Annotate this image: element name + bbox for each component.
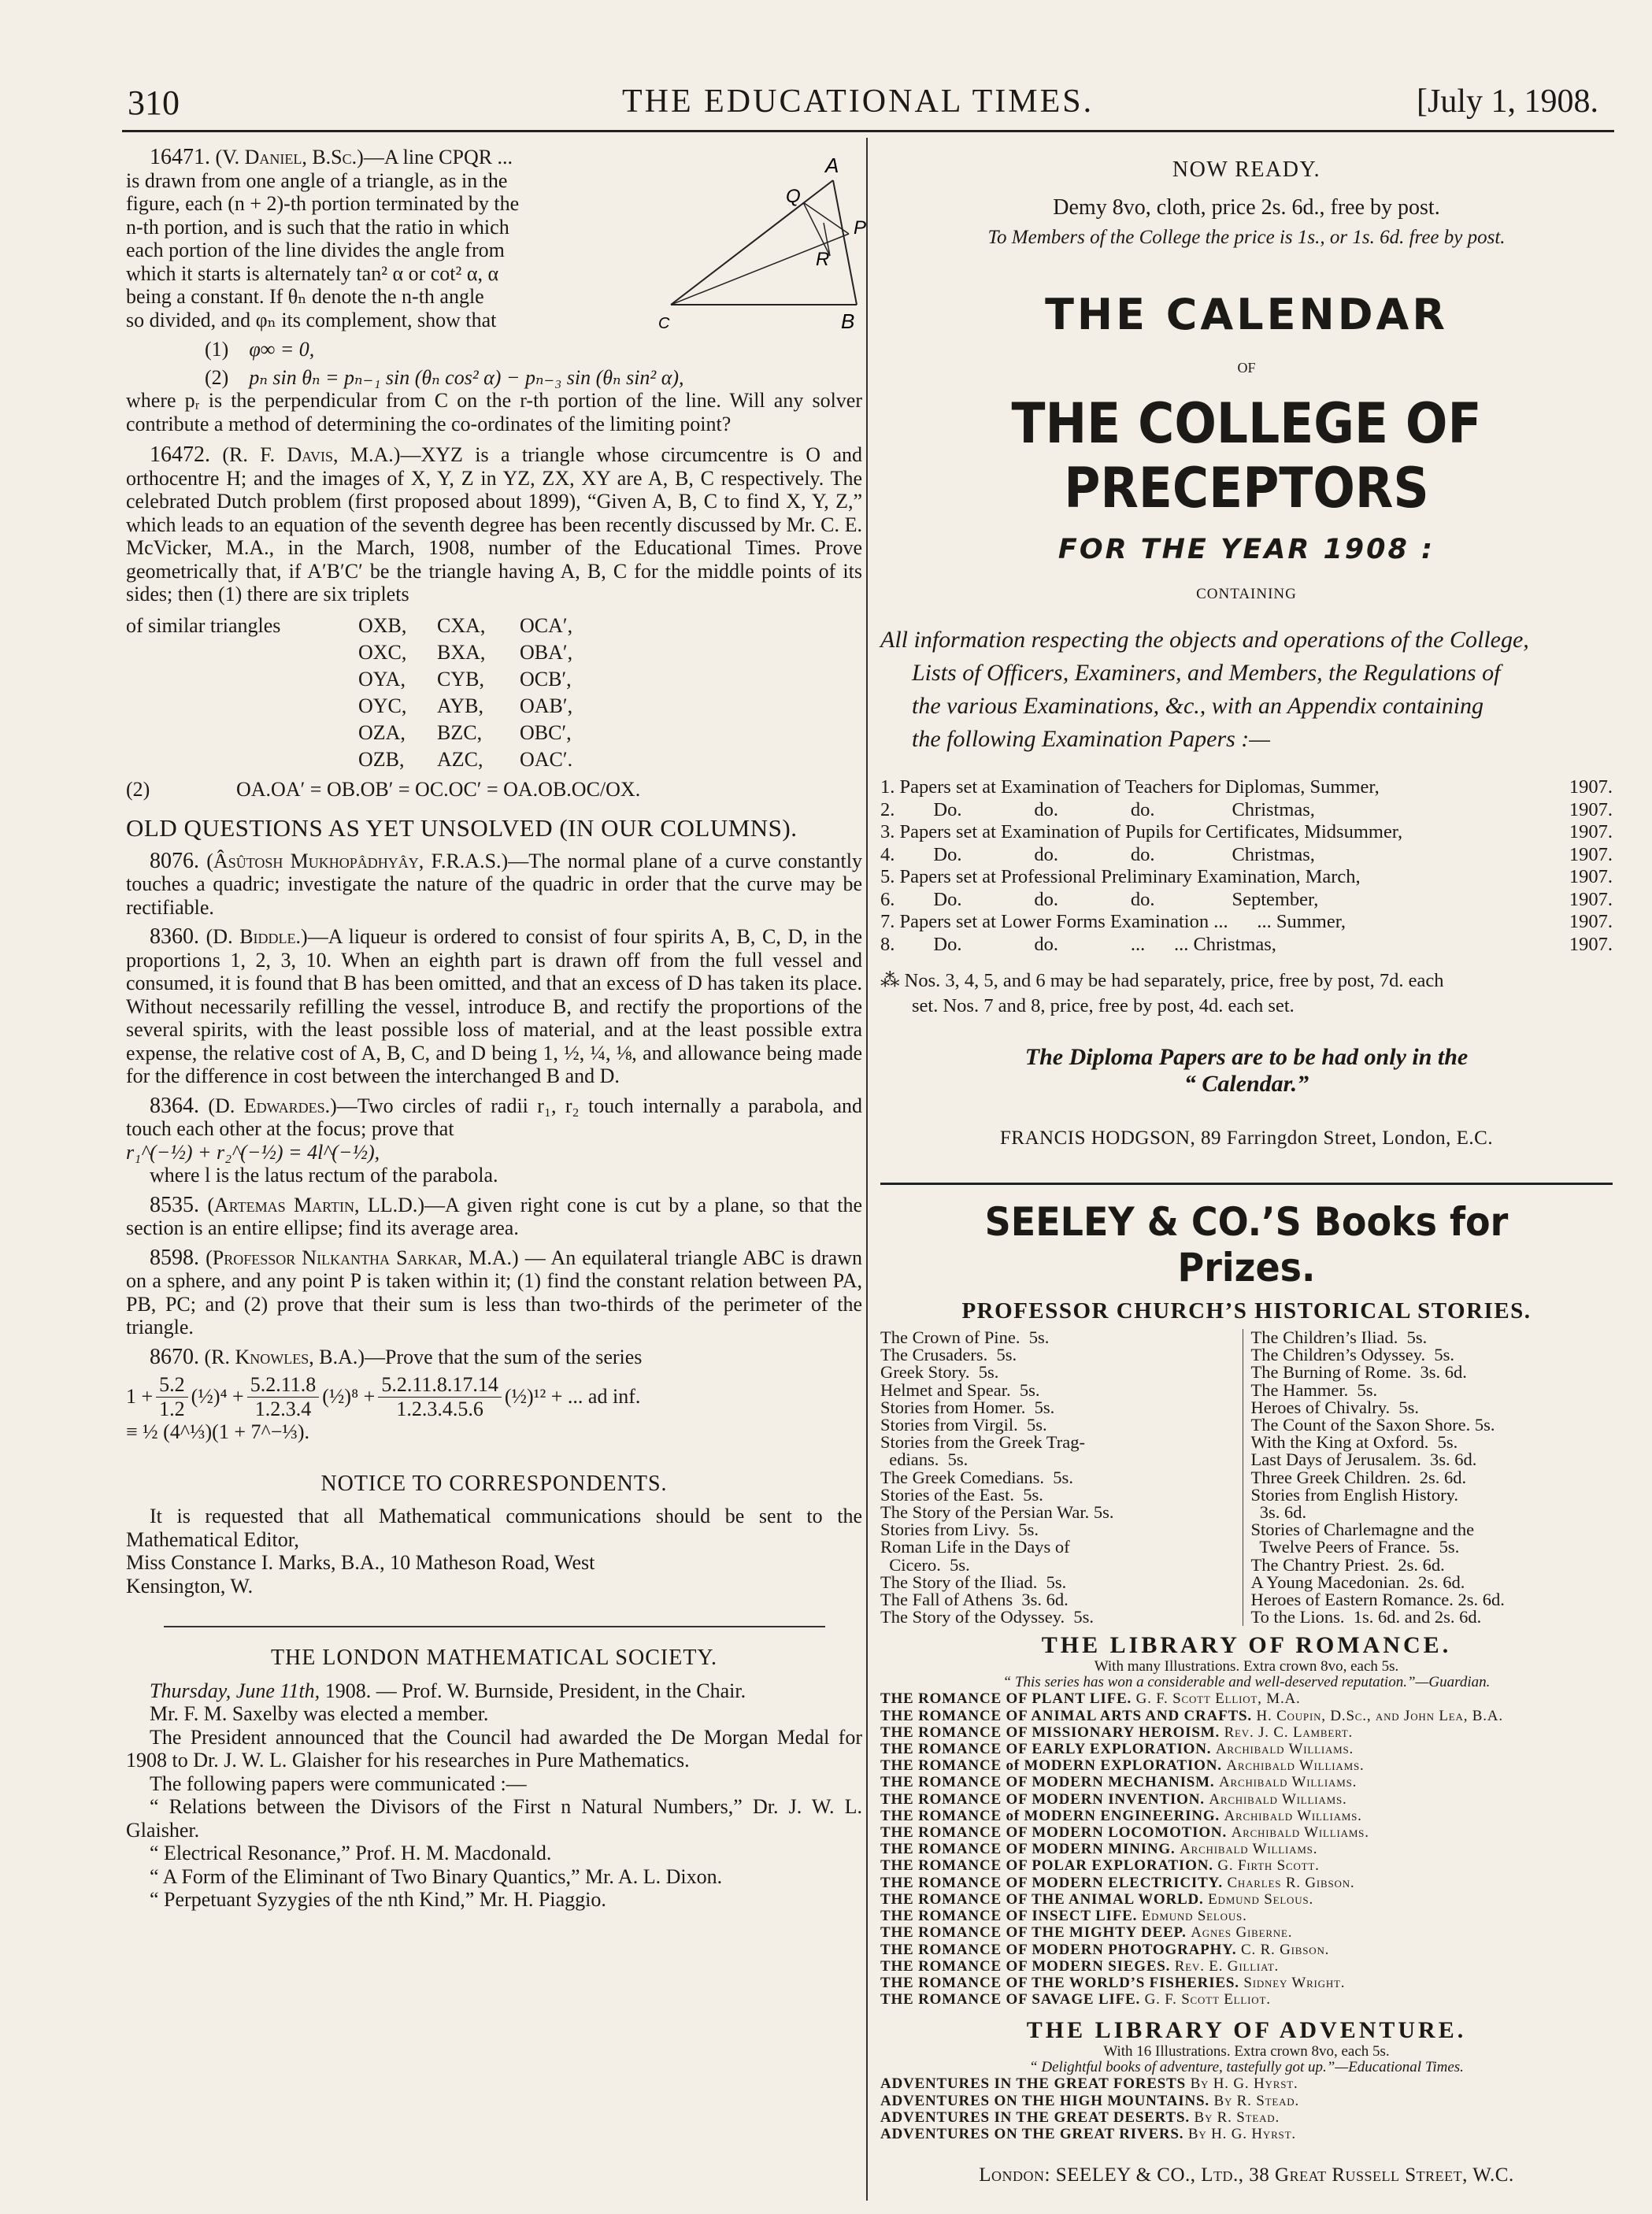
q-author: (R. F. Davis, M.A.)	[222, 443, 401, 466]
triplet-cell: OBC′,	[520, 720, 572, 744]
book-title: ADVENTURES IN THE GREAT FORESTS	[880, 2075, 1187, 2093]
paper-row	[880, 866, 1613, 889]
church-heading: PROFESSOR CHURCH’S HISTORICAL STORIES.	[961, 1298, 1532, 1324]
left-column	[126, 145, 867, 1912]
price-note-line: set. Nos. 7 and 8, price, free by post, 4d. each set.	[912, 995, 1295, 1016]
story-title: Heroes of Chivalry. 5s.	[1250, 1397, 1419, 1417]
question-8360	[126, 925, 862, 1088]
story-title: The Story of the Odyssey. 5s.	[880, 1607, 1095, 1627]
triplet-row	[126, 639, 862, 666]
romance-item	[880, 1791, 1613, 1808]
notice-address: Kensington, W.	[126, 1574, 254, 1598]
triplet-cell: BZC,	[437, 720, 483, 744]
paper-row	[880, 911, 1613, 934]
triangle-figure	[654, 146, 867, 350]
book-title: THE ROMANCE OF MODERN INVENTION.	[880, 1790, 1205, 1808]
adventure-heading: THE LIBRARY OF ADVENTURE.	[1026, 2017, 1467, 2044]
q-number: 8360.	[150, 924, 199, 949]
book-title: THE ROMANCE OF SAVAGE LIFE.	[880, 1991, 1141, 2009]
book-title: ADVENTURES ON THE GREAT RIVERS.	[880, 2125, 1184, 2142]
q-text: — An equilateral triangle ABC is drawn on a sphere, and any point P is taken within it; (1) find the constant relation between PA, PB, PC; and (2) prove that their sum is less than two-thirds of the perimeter of the triangle.	[126, 1246, 863, 1338]
romance-item	[880, 1741, 1613, 1757]
story-title: Stories from Virgil. 5s.	[880, 1415, 1047, 1435]
paper-desc: 6. Do. do. do. September,	[880, 888, 1319, 910]
series-term: (½)⁸ +	[322, 1385, 376, 1409]
q-number: 16471.	[150, 145, 210, 169]
q-text-line: so divided, and φₙ its complement, show that	[126, 308, 497, 331]
story-title: The Fall of Athens 3s. 6d.	[880, 1590, 1069, 1610]
adventure-quote: “ Delightful books of adventure, tastefully got up.”—Educational Times.	[1029, 2059, 1464, 2076]
triplet-row	[126, 613, 862, 639]
adventure-item	[880, 2075, 1613, 2092]
book-title: THE ROMANCE OF PLANT LIFE.	[880, 1690, 1132, 1708]
members-price: To Members of the College the price is 1s., or 1s. 6d. free by post.	[987, 227, 1506, 248]
papers-list	[880, 776, 1613, 956]
q-author: (Âsûtosh Mukhopâdhyây, F.R.A.S.)	[206, 849, 509, 872]
issue-date: [July 1, 1908.	[1417, 83, 1598, 120]
book-author: Charles R. Gibson.	[1227, 1874, 1355, 1891]
story-title: Heroes of Eastern Romance. 2s. 6d.	[1250, 1590, 1505, 1610]
triplet-cell: BXA,	[437, 640, 486, 664]
q-author: (R. Knowles, B.A.)	[204, 1345, 365, 1368]
romance-item	[880, 1808, 1613, 1824]
triplet-label: of similar triangles	[126, 613, 281, 637]
book-title: THE ROMANCE OF INSECT LIFE.	[880, 1908, 1138, 1925]
q-text: —Two circles of radii r₁, r₂ touch internally a parabola, and touch each other at the focus; prove that	[126, 1094, 863, 1140]
romance-item	[880, 1690, 1613, 1707]
triplet-cell: OYA,	[358, 667, 406, 690]
story-title: Cicero. 5s.	[880, 1554, 970, 1575]
story-title: With the King at Oxford. 5s.	[1250, 1432, 1458, 1453]
q-number: 8535.	[150, 1192, 199, 1217]
story-title: 3s. 6d.	[1250, 1502, 1307, 1523]
equation: pₙ sin θₙ = pₙ₋₁ sin (θₙ cos² α) − pₙ₋₃ sin (θₙ sin² α),	[249, 365, 684, 389]
romance-item	[880, 1841, 1613, 1857]
story-title: Three Greek Children. 2s. 6d.	[1250, 1467, 1467, 1487]
romance-item	[880, 1942, 1613, 1958]
story-title: Helmet and Spear. 5s.	[880, 1379, 1040, 1400]
romance-item	[880, 1857, 1613, 1874]
book-author: Rev. J. C. Lambert.	[1224, 1723, 1354, 1741]
triplet-cell: OXC,	[358, 640, 407, 664]
of-line: OF	[1237, 360, 1256, 376]
paper-desc: 1. Papers set at Examination of Teachers for Diplomas, Summer,	[880, 776, 1380, 798]
q-number: 8670.	[150, 1344, 199, 1369]
romance-item	[880, 1958, 1613, 1975]
paper-row	[880, 889, 1613, 912]
book-author: By R. Stead.	[1194, 2108, 1280, 2126]
paper-desc: 3. Papers set at Examination of Pupils for Certificates, Midsummer,	[880, 821, 1403, 842]
romance-item	[880, 1924, 1613, 1941]
containing-line: CONTAINING	[1196, 586, 1297, 602]
story-title: The Burning of Rome. 3s. 6d.	[1250, 1362, 1467, 1383]
triplet-cell: OZB,	[358, 747, 405, 771]
book-author: Archibald Williams.	[1224, 1807, 1362, 1824]
adventure-item	[880, 2109, 1613, 2126]
book-author: Rev. E. Gilliat.	[1174, 1957, 1280, 1975]
book-author: Edmund Selous.	[1141, 1908, 1247, 1925]
triplet-row	[126, 720, 862, 746]
book-title: THE ROMANCE OF EARLY EXPLORATION.	[880, 1741, 1212, 1758]
old-questions-heading: OLD QUESTIONS AS YET UNSOLVED (IN OUR COLUMNS).	[126, 814, 798, 842]
story-title: Stories from the Greek Trag-	[880, 1432, 1085, 1453]
romance-item	[880, 1708, 1613, 1724]
paper-desc: 4. Do. do. do. Christmas,	[880, 843, 1315, 865]
q-text: —A given right cone is cut by a plane, so that the section is an entire ellipse; find its average area.	[126, 1193, 863, 1239]
paper-row	[880, 821, 1613, 844]
paper-row	[880, 844, 1613, 867]
paper-row	[880, 799, 1613, 822]
header-rule	[122, 130, 1614, 132]
q-number: 8598.	[150, 1245, 199, 1270]
label-b: B	[841, 309, 855, 333]
stories-col-left	[880, 1329, 1243, 1626]
question-8076	[126, 850, 862, 920]
book-title: THE ROMANCE OF MISSIONARY HEROISM.	[880, 1723, 1220, 1741]
romance-item	[880, 1908, 1613, 1924]
equation: OA.OA′ = OB.OB′ = OC.OC′ = OA.OB.OC/OX.	[236, 777, 641, 801]
series-term: (½)¹² + ... ad inf.	[504, 1385, 641, 1409]
story-title: The Crusaders. 5s.	[880, 1345, 1017, 1365]
story-title: Stories of the East. 5s.	[880, 1484, 1043, 1505]
numerator: 5.2.11.8.17.14	[378, 1373, 502, 1398]
triplet-cell: OCA′,	[520, 613, 573, 637]
story-title: The Chantry Priest. 2s. 6d.	[1250, 1554, 1445, 1575]
romance-item	[880, 1774, 1613, 1790]
q-text-line: n-th portion, and is such that the ratio in which	[126, 215, 509, 239]
book-title: ADVENTURES IN THE GREAT DESERTS.	[880, 2108, 1190, 2126]
equation-row	[126, 778, 862, 802]
book-title: THE ROMANCE OF POLAR EXPLORATION.	[880, 1857, 1213, 1875]
eq-number: (1)	[205, 338, 229, 361]
paper-desc: 5. Papers set at Professional Preliminary Examination, March,	[880, 866, 1361, 887]
book-author: H. Coupin, D.Sc., and John Lea, B.A.	[1256, 1707, 1503, 1724]
question-8598	[126, 1246, 862, 1339]
q-author: (Artemas Martin, LL.D.)	[207, 1193, 425, 1216]
section-rule	[164, 1626, 825, 1627]
question-8364	[126, 1094, 862, 1187]
romance-sub: With many Illustrations. Extra crown 8vo, each 5s.	[1094, 1658, 1399, 1675]
triplet-cell: CXA,	[437, 613, 486, 637]
q-number: 16472.	[150, 442, 210, 467]
now-ready: NOW READY.	[1172, 157, 1321, 182]
book-title: THE ROMANCE OF THE MIGHTY DEEP.	[880, 1924, 1187, 1942]
price-note	[880, 968, 1613, 1019]
lms-paper: “ Perpetuant Syzygies of the nth Kind,” Mr. H. Piaggio.	[150, 1888, 606, 1911]
notice-heading: NOTICE TO CORRESPONDENTS.	[320, 1471, 668, 1496]
story-title: Stories from Livy. 5s.	[880, 1520, 1039, 1540]
story-title: The Story of the Persian War. 5s.	[880, 1502, 1114, 1523]
denominator: 1.2.3.4	[254, 1397, 312, 1420]
story-title: The Story of the Iliad. 5s.	[880, 1572, 1067, 1592]
book-title: THE ROMANCE OF MODERN MINING.	[880, 1841, 1176, 1858]
adventure-item	[880, 2093, 1613, 2109]
lms-paper: “ Electrical Resonance,” Prof. H. M. Macdonald.	[150, 1842, 552, 1864]
adventure-item	[880, 2126, 1613, 2142]
triplet-cell: OCB′,	[520, 667, 572, 690]
story-title: Greek Story. 5s.	[880, 1362, 999, 1383]
series-formula	[126, 1373, 862, 1420]
book-author: Archibald Williams.	[1180, 1841, 1318, 1858]
label-c: C	[658, 315, 670, 332]
paper-year: 1907.	[1569, 843, 1613, 865]
paper-year: 1907.	[1569, 911, 1613, 932]
q-text: —Prove that the sum of the series	[365, 1345, 643, 1368]
book-title: THE ROMANCE OF ANIMAL ARTS AND CRAFTS.	[880, 1707, 1252, 1724]
romance-list	[880, 1690, 1613, 2008]
book-author: By H. G. Hyrst.	[1190, 2075, 1298, 2093]
book-author: G. Firth Scott.	[1217, 1857, 1320, 1875]
q-author: (V. Daniel, B.Sc.)	[215, 146, 364, 168]
question-8670	[126, 1346, 862, 1444]
triplet-row	[126, 693, 862, 720]
book-title: THE ROMANCE OF MODERN ELECTRICITY.	[880, 1874, 1223, 1891]
triplet-cell: OBA′,	[520, 640, 573, 664]
triplet-cell: OZA,	[358, 720, 406, 744]
story-title: Stories of Charlemagne and the	[1250, 1520, 1475, 1540]
seeley-address: London: SEELEY & CO., Ltd., 38 Great Russell Street, W.C.	[979, 2164, 1514, 2186]
story-title: The Crown of Pine. 5s.	[880, 1327, 1050, 1347]
q-text-line: which it starts is alternately tan² α or cot² α, α	[126, 261, 499, 285]
question-8535	[126, 1194, 862, 1240]
blurb-line: the various Examinations, &c., with an Appendix containing	[912, 693, 1484, 719]
romance-item	[880, 1724, 1613, 1741]
q-number: 8364.	[150, 1093, 199, 1118]
triplet-cell: OAB′,	[520, 694, 573, 717]
notice-section	[126, 1472, 862, 1598]
paper-year: 1907.	[1569, 821, 1613, 842]
romance-item	[880, 1991, 1613, 2008]
label-p: P	[854, 217, 867, 239]
q-text: —A liqueur is ordered to consist of four spirits A, B, C, D, in the proportions 1, 2, 3, 10. When an eighth part is drawn off from the full vessel and consumed, it is found that B has been omitted, and that an excess of D has taken its place. Without necessarily refilling the vessel, introduce B, and rectify the proportions of the several spirits, with the least possible loss of material, and at the least possible extra expense, the relative cost of A, B, C, and D being 1, ½, ¼, ⅛, and allowance being made for the difference in cost between the interchanged B and D.	[126, 925, 862, 1087]
book-title: THE ROMANCE of MODERN EXPLORATION.	[880, 1757, 1222, 1775]
paper-row	[880, 776, 1613, 799]
book-title: THE ROMANCE OF THE ANIMAL WORLD.	[880, 1890, 1204, 1908]
denominator: 1.2	[159, 1397, 185, 1420]
publisher-line: FRANCIS HODGSON, 89 Farringdon Street, London, E.C.	[999, 1127, 1494, 1149]
label-q: Q	[786, 186, 801, 207]
romance-item	[880, 1891, 1613, 1908]
triplet-row	[126, 746, 862, 773]
numerator: 5.2.11.8	[247, 1373, 320, 1398]
label-a: A	[825, 154, 839, 177]
triplet-row	[126, 666, 862, 693]
numerator: 5.2	[156, 1373, 188, 1398]
romance-item	[880, 1824, 1613, 1841]
story-title: The Count of the Saxon Shore. 5s.	[1250, 1415, 1495, 1435]
lms-text: 1908. — Prof. W. Burnside, President, in the Chair.	[320, 1679, 746, 1702]
question-16471	[126, 145, 867, 435]
lms-section	[126, 1646, 862, 1912]
fraction	[378, 1373, 502, 1420]
q-text: where l is the latus rectum of the parabola.	[150, 1164, 498, 1187]
book-author: G. F. Scott Elliot, M.A.	[1135, 1690, 1301, 1708]
page-header	[118, 83, 1598, 130]
paper-year: 1907.	[1569, 798, 1613, 820]
romance-item	[880, 1975, 1613, 1991]
q-text-line: is drawn from one angle of a triangle, as in the	[126, 168, 508, 192]
book-author: Archibald Williams.	[1209, 1790, 1347, 1808]
paper-desc: 7. Papers set at Lower Forms Examination ... ... Summer,	[880, 911, 1346, 932]
price-note-line: ⁂ Nos. 3, 4, 5, and 6 may be had separately, price, free by post, 7d. each	[880, 970, 1444, 991]
calendar-advert	[880, 157, 1613, 1150]
story-title: A Young Macedonian. 2s. 6d.	[1250, 1572, 1465, 1592]
stories-col-right	[1243, 1329, 1613, 1626]
q-number: 8076.	[150, 848, 199, 873]
diploma-line: The Diploma Papers are to be had only in the	[1024, 1044, 1469, 1070]
romance-heading: THE LIBRARY OF ROMANCE.	[1041, 1632, 1452, 1659]
romance-quote: “ This series has won a considerable and well-deserved reputation.”—Guardian.	[1002, 1674, 1491, 1691]
adventure-sub: With 16 Illustrations. Extra crown 8vo, each 5s.	[1103, 2043, 1390, 2060]
triplet-cell: OXB,	[358, 613, 407, 637]
story-title: Stories from English History.	[1250, 1484, 1459, 1505]
romance-item	[880, 1875, 1613, 1891]
q-text-line: each portion of the line divides the angle from	[126, 239, 505, 261]
story-title: The Hammer. 5s.	[1250, 1379, 1378, 1400]
triplet-table	[126, 613, 862, 773]
equation: φ∞ = 0,	[249, 338, 315, 361]
q-text-line: —A line CPQR ...	[363, 146, 513, 168]
triplet-cell: OYC,	[358, 694, 407, 717]
blurb-line: Lists of Officers, Examiners, and Members, the Regulations of	[912, 660, 1501, 686]
story-title: Twelve Peers of France. 5s.	[1250, 1537, 1460, 1557]
q-text: where pᵣ is the perpendicular from C on the r-th portion of the line. Will any solver contribute a method of determining the co-ordinates of the limiting point?	[126, 389, 862, 435]
diploma-line: “ Calendar.”	[1183, 1071, 1309, 1097]
story-title: Roman Life in the Days of	[880, 1537, 1070, 1557]
eq-number: (2)	[126, 777, 150, 801]
paper-desc: 8. Do. do. ... ... Christmas,	[880, 933, 1276, 955]
diploma-note	[880, 1044, 1613, 1098]
book-title: THE ROMANCE OF MODERN LOCOMOTION.	[880, 1824, 1228, 1842]
triplet-cell: AZC,	[437, 747, 483, 771]
notice-text: It is requested that all Mathematical communications should be sent to the Mathematical Editor,	[126, 1505, 862, 1551]
book-title: THE ROMANCE of MODERN ENGINEERING.	[880, 1807, 1220, 1824]
book-author: Edmund Selous.	[1208, 1890, 1314, 1908]
year-line: FOR THE YEAR 1908 :	[1058, 534, 1435, 565]
q-author: (D. Edwardes.)	[208, 1094, 337, 1117]
lms-text: Mr. F. M. Saxelby was elected a member.	[150, 1702, 489, 1725]
book-author: G. F. Scott Elliot.	[1144, 1991, 1271, 2009]
q-text: —XYZ is a triangle whose circumcentre is O and orthocentre H; and the images of X, Y, Z in YZ, ZX, XY are A, B, C respectively. The celebrated Dutch problem (first proposed about 1899), “Given A, B, C to find X, Y, Z,” which leads to an equation of the seventh degree has been recently discussed by Mr. C. E. McVicker, M.A., in the March, 1908, number of the Educational Times. Prove geometrically that, if A′B′C′ be the triangle having A, B, C for the middle points of its sides; then (1) there are six triplets	[126, 443, 863, 605]
paper-year: 1907.	[1569, 933, 1613, 955]
series-result: ≡ ½ (4^⅓)(1 + 7^−⅓).	[126, 1420, 310, 1443]
calendar-title: THE CALENDAR	[1045, 290, 1448, 339]
lms-text: The following papers were communicated :—	[150, 1772, 527, 1795]
lms-text: The President announced that the Council had awarded the De Morgan Medal for 1908 to Dr. J. W. L. Glaisher for his researches in Pure Mathematics.	[126, 1725, 862, 1772]
book-author: Archibald Williams.	[1215, 1741, 1354, 1758]
q-author: (D. Biddle.)	[206, 925, 308, 948]
story-title: edians. 5s.	[880, 1449, 969, 1470]
book-title: THE ROMANCE OF MODERN PHOTOGRAPHY.	[880, 1941, 1237, 1958]
q-text-line: figure, each (n + 2)-th portion terminated by the	[126, 192, 520, 215]
series-term: 1 +	[126, 1385, 154, 1409]
story-title: The Children’s Odyssey. 5s.	[1250, 1345, 1455, 1365]
formula: r₁^(−½) + r₂^(−½) = 4l^(−½),	[126, 1140, 380, 1164]
q-text-line: being a constant. If θₙ denote the n-th angle	[126, 285, 484, 308]
college-title: THE COLLEGE OF PRECEPTORS	[1011, 391, 1482, 520]
fraction	[156, 1373, 188, 1420]
book-author: Archibald Williams.	[1226, 1757, 1365, 1775]
notice-address: Miss Constance I. Marks, B.A., 10 Matheson Road, West	[126, 1551, 595, 1574]
lms-heading: THE LONDON MATHEMATICAL SOCIETY.	[270, 1646, 718, 1670]
paper-year: 1907.	[1569, 776, 1613, 798]
book-author: Archibald Williams.	[1231, 1824, 1369, 1842]
triplet-cell: CYB,	[437, 667, 484, 690]
column-divider	[866, 138, 868, 2201]
story-title: Last Days of Jerusalem. 3s. 6d.	[1250, 1449, 1477, 1470]
book-author: C. R. Gibson.	[1241, 1941, 1330, 1958]
book-title: THE ROMANCE OF MODERN MECHANISM.	[880, 1774, 1215, 1791]
seeley-heading: SEELEY & CO.’S Books for Prizes.	[984, 1199, 1509, 1290]
book-author: By R. Stead.	[1213, 2092, 1300, 2109]
lms-paper: “ A Form of the Eliminant of Two Binary Quantics,” Mr. A. L. Dixon.	[150, 1864, 723, 1888]
story-title: The Children’s Iliad. 5s.	[1250, 1327, 1428, 1347]
journal-title: THE EDUCATIONAL TIMES.	[622, 83, 1095, 120]
book-title: THE ROMANCE OF THE WORLD’S FISHERIES.	[880, 1974, 1239, 1991]
denominator: 1.2.3.4.5.6	[396, 1397, 483, 1420]
paper-row	[880, 934, 1613, 957]
seeley-advert	[880, 1199, 1613, 2186]
book-author: Agnes Giberne.	[1191, 1924, 1293, 1942]
blurb-line: the following Examination Papers :—	[912, 726, 1270, 752]
stories-list	[880, 1329, 1613, 1626]
blurb-line: All information respecting the objects and operations of the College,	[880, 627, 1529, 653]
eq-number: (2)	[205, 365, 229, 389]
series-term: (½)⁴ +	[191, 1385, 244, 1409]
right-column	[880, 157, 1613, 2186]
q-text: —The normal plane of a curve constantly touches a quadric; investigate the nature of the quadric in order that the curve may be rectifiable.	[126, 849, 862, 919]
calendar-blurb	[880, 624, 1613, 756]
advert-rule	[880, 1183, 1613, 1185]
romance-item	[880, 1757, 1613, 1774]
book-title: THE ROMANCE OF MODERN SIEGES.	[880, 1957, 1171, 1975]
triplet-cell: OAC′.	[520, 747, 573, 771]
story-title: To the Lions. 1s. 6d. and 2s. 6d.	[1250, 1607, 1482, 1627]
book-author: Sidney Wright.	[1243, 1974, 1346, 1991]
story-title: Stories from Homer. 5s.	[880, 1397, 1055, 1417]
story-title: The Greek Comedians. 5s.	[880, 1467, 1073, 1487]
question-16472	[126, 443, 862, 801]
q-author: (Professor Nilkantha Sarkar, M.A.)	[206, 1246, 519, 1269]
book-title: ADVENTURES ON THE HIGH MOUNTAINS.	[880, 2092, 1209, 2109]
paper-year: 1907.	[1569, 866, 1613, 887]
book-author: Archibald Williams.	[1218, 1774, 1358, 1791]
triplet-cell: AYB,	[437, 694, 484, 717]
paper-desc: 2. Do. do. do. Christmas,	[880, 798, 1315, 820]
price-line: Demy 8vo, cloth, price 2s. 6d., free by post.	[1053, 195, 1440, 220]
lms-paper: “ Relations between the Divisors of the First n Natural Numbers,” Dr. J. W. L. Glaisher.	[126, 1795, 862, 1842]
adventure-list	[880, 2075, 1613, 2142]
lms-date: Thursday, June 11th,	[150, 1679, 320, 1702]
label-r: R	[816, 249, 830, 270]
book-author: By H. G. Hyrst.	[1187, 2125, 1296, 2142]
fraction	[247, 1373, 320, 1420]
paper-year: 1907.	[1569, 888, 1613, 910]
page-number: 310	[128, 83, 180, 122]
